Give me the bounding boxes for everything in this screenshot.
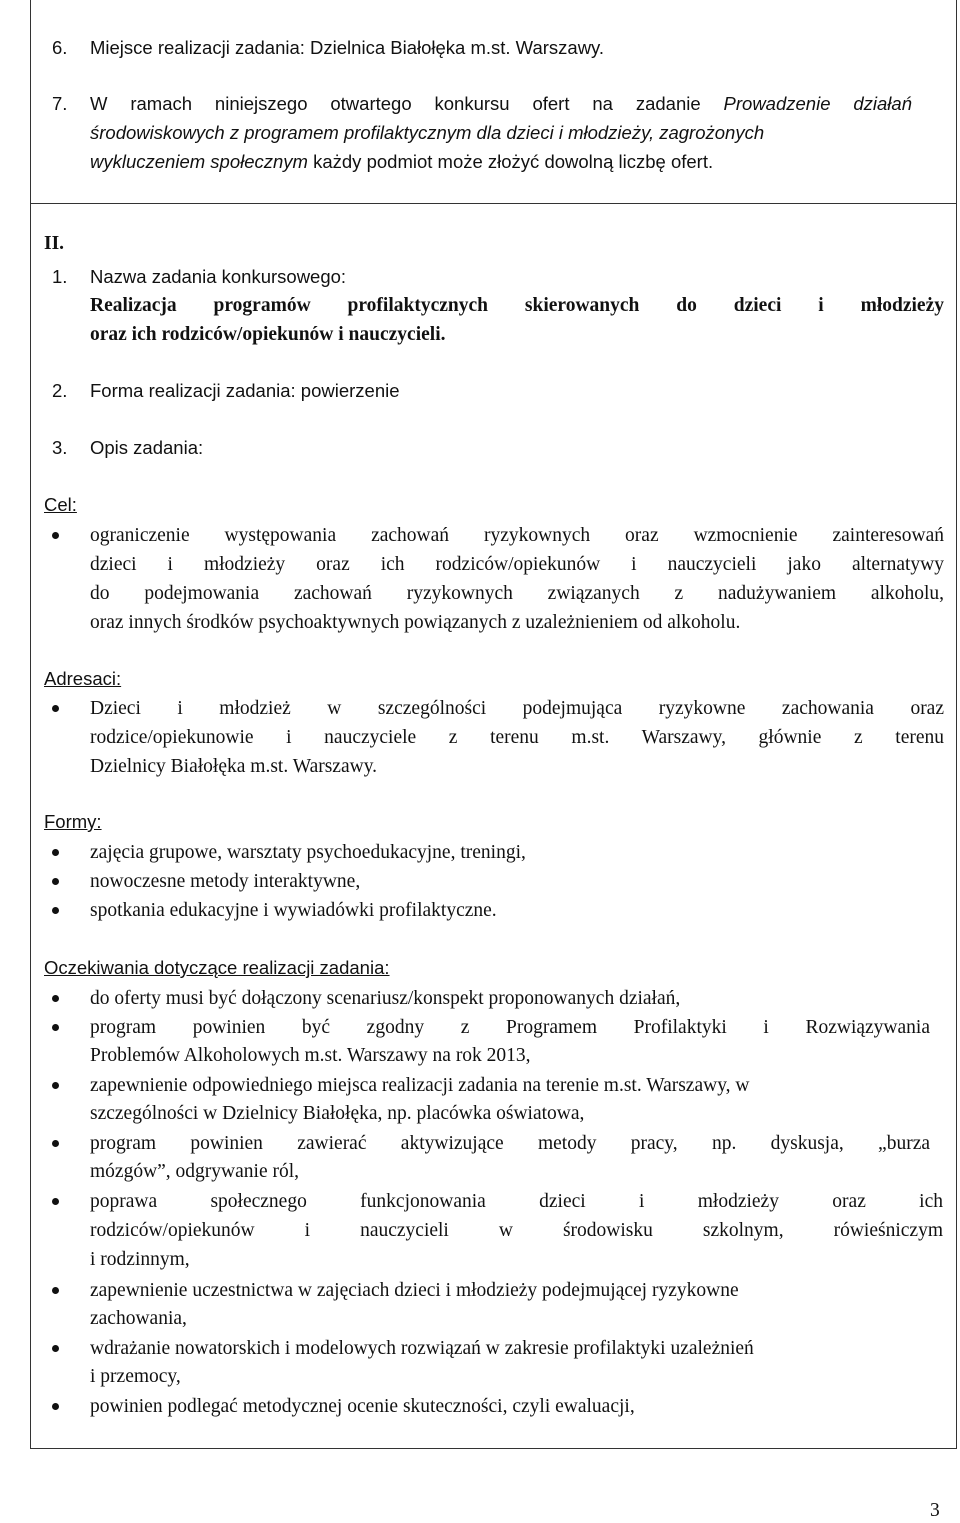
bullet-icon xyxy=(52,705,59,712)
oczekiwania-item-5-line-3: i rodzinnym, xyxy=(90,1249,190,1270)
item-7-line-1-b: Prowadzenie działań xyxy=(723,93,912,114)
cel-line-3: do podejmowania zachowań ryzykownych związanych z nadużywaniem alkoholu, xyxy=(90,583,944,604)
adresaci-heading: Adresaci: xyxy=(44,668,122,689)
oczekiwania-item-7-line-2: i przemocy, xyxy=(90,1366,181,1387)
oczekiwania-item-6-line-2: zachowania, xyxy=(90,1308,187,1329)
item-7-line-1-a: W ramach niniejszego otwartego konkursu ofert na zadanie xyxy=(90,93,724,114)
ii-item-2-text: Forma realizacji zadania: powierzenie xyxy=(90,380,400,401)
cel-line-4: oraz innych środków psychoaktywnych powiązanych z uzależnieniem od alkoholu. xyxy=(90,612,741,633)
oczekiwania-item-2-line-1: program powinien być zgodny z Programem Profilaktyki i Rozwiązywania xyxy=(90,1017,930,1038)
oczekiwania-item-3-line-1: zapewnienie odpowiedniego miejsca realizacji zadania na terenie m.st. Warszawy, w xyxy=(90,1075,750,1096)
bullet-icon xyxy=(52,907,59,914)
oczekiwania-item-5-line-2: rodziców/opiekunów i nauczycieli w środowisku szkolnym, rówieśniczym xyxy=(90,1220,943,1241)
ii-item-1-number: 1. xyxy=(52,266,68,287)
item-6 xyxy=(90,37,604,59)
oczekiwania-item-4-line-2: mózgów”, odgrywanie ról, xyxy=(90,1161,300,1182)
bullet-icon xyxy=(52,1403,59,1410)
formy-item-3: spotkania edukacyjne i wywiadówki profilaktyczne. xyxy=(90,900,497,921)
item-6-label: Miejsce realizacji zadania: xyxy=(90,37,305,58)
item-7-line-3-a: wykluczeniem społecznym xyxy=(90,151,308,172)
task-title-line-2: oraz ich rodziców/opiekunów i nauczycieli. xyxy=(90,324,446,345)
formy-heading: Formy: xyxy=(44,811,102,832)
bullet-icon xyxy=(52,1198,59,1205)
cel-heading: Cel: xyxy=(44,494,77,515)
bullet-icon xyxy=(52,1287,59,1294)
oczekiwania-item-3-line-2: szczególności w Dzielnicy Białołęka, np. placówka oświatowa, xyxy=(90,1103,585,1124)
oczekiwania-item-2-line-2: Problemów Alkoholowych m.st. Warszawy na rok 2013, xyxy=(90,1045,531,1066)
bullet-icon xyxy=(52,1024,59,1031)
cel-line-1: ograniczenie występowania zachowań ryzykownych oraz wzmocnienie zainteresowań xyxy=(90,525,944,546)
ii-item-2-number: 2. xyxy=(52,380,68,401)
bullet-icon xyxy=(52,878,59,885)
adresaci-line-3: Dzielnicy Białołęka m.st. Warszawy. xyxy=(90,756,378,777)
formy-item-2: nowoczesne metody interaktywne, xyxy=(90,871,361,892)
oczekiwania-heading: Oczekiwania dotyczące realizacji zadania: xyxy=(44,957,390,978)
ii-item-3-number: 3. xyxy=(52,437,68,458)
section-ii-heading: II. xyxy=(44,233,65,254)
item-7-line-3 xyxy=(90,151,713,173)
cel-line-2: dzieci i młodzieży oraz ich rodziców/opiekunów i nauczycieli jako alternatywy xyxy=(90,554,944,575)
oczekiwania-item-6-line-1: zapewnienie uczestnictwa w zajęciach dzieci i młodzieży podejmującej ryzykowne xyxy=(90,1280,739,1301)
oczekiwania-item-4-line-1: program powinien zawierać aktywizujące metody pracy, np. dyskusja, „burza xyxy=(90,1133,930,1154)
page-number: 3 xyxy=(930,1500,940,1521)
item-7-number: 7. xyxy=(52,93,68,114)
ii-item-1-label: Nazwa zadania konkursowego: xyxy=(90,266,347,287)
item-7-line-1 xyxy=(90,93,912,115)
adresaci-line-2: rodzice/opiekunowie i nauczyciele z terenu m.st. Warszawy, głównie z terenu xyxy=(90,727,944,748)
bullet-icon xyxy=(52,1345,59,1352)
item-6-number: 6. xyxy=(52,37,68,58)
bullet-icon xyxy=(52,995,59,1002)
item-6-value: Dzielnica Białołęka m.st. Warszawy. xyxy=(310,37,605,58)
item-7-line-2: środowiskowych z programem profilaktycznym dla dzieci i młodzieży, zagrożonych xyxy=(90,122,765,143)
task-title-line-1: Realizacja programów profilaktycznych skierowanych do dzieci i młodzieży xyxy=(90,295,944,316)
formy-item-1: zajęcia grupowe, warsztaty psychoedukacyjne, treningi, xyxy=(90,842,526,863)
bullet-icon xyxy=(52,849,59,856)
oczekiwania-item-8-line-1: powinien podlegać metodycznej ocenie skuteczności, czyli ewaluacji, xyxy=(90,1396,635,1417)
item-7-line-3-b: każdy podmiot może złożyć dowolną liczbę ofert. xyxy=(307,151,714,172)
bullet-icon xyxy=(52,1140,59,1147)
oczekiwania-item-5-line-1: poprawa społecznego funkcjonowania dzieci i młodzieży oraz ich xyxy=(90,1191,943,1212)
oczekiwania-item-7-line-1: wdrażanie nowatorskich i modelowych rozwiązań w zakresie profilaktyki uzależnień xyxy=(90,1338,754,1359)
bullet-icon xyxy=(52,532,59,539)
adresaci-line-1: Dzieci i młodzież w szczególności podejmująca ryzykowne zachowania oraz xyxy=(90,698,944,719)
bullet-icon xyxy=(52,1082,59,1089)
oczekiwania-item-1-line-1: do oferty musi być dołączony scenariusz/konspekt proponowanych działań, xyxy=(90,988,681,1009)
ii-item-3-text: Opis zadania: xyxy=(90,437,204,458)
